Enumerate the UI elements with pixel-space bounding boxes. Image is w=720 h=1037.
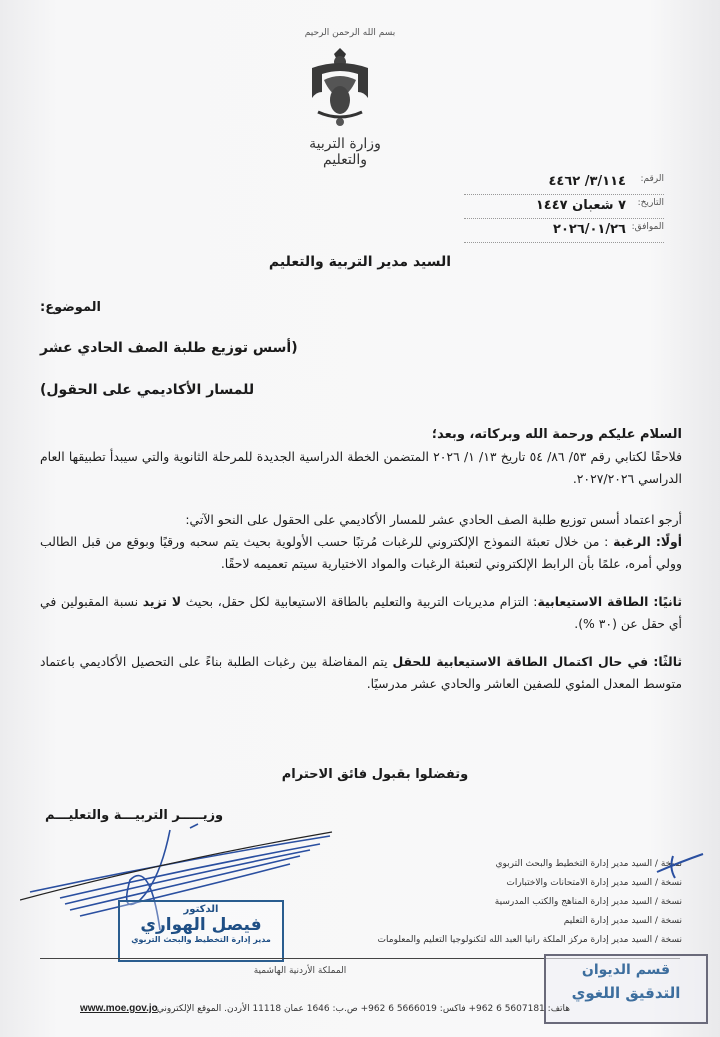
cc-list — [282, 855, 682, 950]
body-paragraph-2: أرجو اعتماد أسس توزيع طلبة الصف الحادي عشر للمسار الأكاديمي على الحقول على النحو الآتي: — [185, 512, 682, 527]
criteria-text-3: يتم المفاضلة بين رغبات الطلبة بناءً على التحصيل الأكاديمي باعتماد متوسط المعدل المئوي للصفين العاشر والحادي عشر مدرسيًا. — [40, 654, 682, 691]
criteria-text-1: : من خلال تعبئة النموذج الإلكتروني للرغبات مُرتبًا حسب الأولوية بحيث يتم سحبه ورقيًا وبوقع من قبل الطالب وولي أمره، علمًا بأن الرابط الإلكتروني لتعبئة الرغبات والمواد الاختيارية سيتم تعميمه لاحقًا. — [40, 534, 682, 571]
diwan-stamp-line-1: قسم الديوان — [581, 962, 671, 978]
cc-item: نسخة / السيد مدير إدارة مركز الملكة رانيا العبد الله لتكنولوجيا التعليم والمعلومات — [377, 935, 682, 945]
ref-date-hijri: ٧ شعبان ١٤٤٧ — [535, 198, 626, 213]
ref-number-value: ٣/١١٤/ ٤٤٦٢ — [548, 174, 626, 189]
closing-line: وتفضلوا بقبول فائق الاحترام — [281, 767, 469, 782]
criteria-heading-3: ثالثًا: في حال اكتمال الطاقة الاستيعابية للحقل — [392, 654, 682, 669]
criteria-text-2b: نسبة المقبولين في أي حقل عن (٣٠ %). — [40, 594, 682, 631]
ref-date-gregorian: ٢٠٢٦/٠١/٢٦ — [553, 222, 626, 237]
diwan-stamp-line-2: التدقيق اللغوي — [571, 984, 681, 1002]
footer-contacts: هاتف: 5607181 6 962+ فاكس: 5666019 6 962+ ص.ب: 1646 عمان 11118 الأردن. الموقع الإلكتروني: — [153, 1004, 570, 1014]
ref-gregorian-label: الموافق: — [631, 222, 664, 232]
signatory-stamp — [118, 900, 284, 962]
ref-gregorian-row — [464, 220, 664, 243]
stamp-name: فيصل الهواري — [140, 915, 262, 935]
criteria-emphasis-2: لا تزيد — [142, 594, 182, 609]
subject-line-1: (أسس توزيع طلبة الصف الحادي عشر — [40, 340, 298, 356]
minister-title: وزيـــــر التربيـــة والتعليـــم — [45, 808, 224, 823]
cc-item: نسخة / السيد مدير إدارة التعليم — [563, 916, 682, 926]
ref-date-label: التاريخ: — [637, 198, 664, 208]
body-paragraph-1: فلاحقًا لكتابي رقم ٥٣/ ٨٦/ ٥٤ تاريخ ١٣/ ١/ ٢٠٢٦ المتضمن الخطة الدراسية الجديدة للمرحلة الثانوية والتي سيبدأ تطبيقها العام الدراسي ٢٠٢٧/٢٠٢٦. — [40, 449, 682, 486]
ref-number-label: الرقم: — [640, 174, 664, 184]
criteria-heading-1: أولًا: الرغبة — [613, 534, 682, 549]
coat-of-arms-icon — [304, 46, 376, 128]
cc-item: نسخة / السيد مدير إدارة التخطيط والبحث التربوي — [495, 859, 682, 869]
criteria-item-2 — [40, 591, 682, 635]
basmala: بسم الله الرحمن الرحيم — [304, 28, 396, 38]
addressee: السيد مدير التربية والتعليم — [268, 254, 452, 270]
subject-line-2: للمسار الأكاديمي على الحقول) — [40, 382, 255, 398]
criteria-item-3 — [40, 651, 682, 695]
criteria-item-1 — [40, 531, 682, 575]
subject-label: الموضوع: — [40, 300, 101, 315]
stamp-role: مدير إدارة التخطيط والبحث التربوي — [131, 935, 271, 944]
ref-number-row — [464, 172, 664, 195]
initial-mark-icon — [655, 852, 705, 882]
website-link[interactable]: www.moe.gov.jo — [80, 1003, 158, 1014]
greeting: السلام عليكم ورحمة الله وبركاته، وبعد؛ — [431, 427, 682, 442]
ref-date-row — [464, 196, 664, 219]
stamp-title: الدكتور — [183, 904, 219, 915]
reference-block — [464, 172, 664, 244]
ministry-name: وزارة التربية والتعليم — [309, 136, 381, 168]
criteria-heading-2: ثانيًا: الطاقة الاستيعابية — [537, 594, 682, 609]
cc-item: نسخة / السيد مدير إدارة الامتحانات والاختبارات — [506, 878, 682, 888]
cc-item: نسخة / السيد مدير إدارة المناهج والكتب المدرسية — [494, 897, 682, 907]
footer-country: المملكة الأردنية الهاشمية — [253, 966, 347, 976]
criteria-text-2: : التزام مديريات التربية والتعليم بالطاقة الاستيعابية لكل حقل، بحيث — [181, 594, 538, 609]
